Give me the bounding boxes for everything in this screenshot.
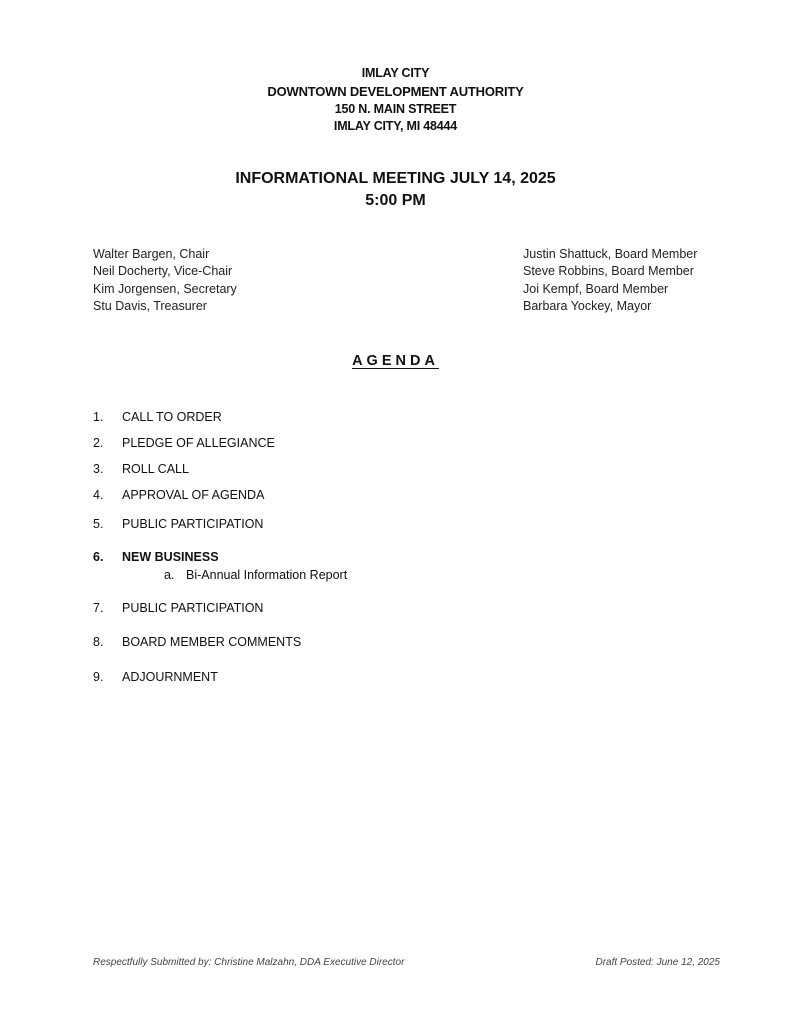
agenda-item-label: BOARD MEMBER COMMENTS xyxy=(122,635,302,649)
agenda-item-label: PUBLIC PARTICIPATION xyxy=(122,517,264,531)
member-right: Steve Robbins, Board Member xyxy=(523,264,694,278)
agenda-item-label: ADJOURNMENT xyxy=(122,670,218,684)
agenda-item-label: APPROVAL OF AGENDA xyxy=(122,488,265,502)
agenda-item-number: 2. xyxy=(93,436,104,450)
agenda-item-number: 1. xyxy=(93,410,104,424)
member-right: Joi Kempf, Board Member xyxy=(523,282,669,296)
header-authority: DOWNTOWN DEVELOPMENT AUTHORITY xyxy=(267,84,524,99)
footer-draft-posted: Draft Posted: June 12, 2025 xyxy=(595,957,720,968)
member-left: Stu Davis, Treasurer xyxy=(93,299,207,313)
meeting-time: 5:00 PM xyxy=(365,192,426,209)
agenda-item-number: 8. xyxy=(93,635,104,649)
member-right: Barbara Yockey, Mayor xyxy=(523,299,652,313)
agenda-item-label: CALL TO ORDER xyxy=(122,410,222,424)
footer-submitted-by: Respectfully Submitted by: Christine Malzahn, DDA Executive Director xyxy=(93,957,405,968)
agenda-item-number: 6. xyxy=(93,550,104,564)
agenda-item-label: NEW BUSINESS xyxy=(122,550,219,564)
member-right: Justin Shattuck, Board Member xyxy=(523,247,698,261)
member-left: Neil Docherty, Vice-Chair xyxy=(93,264,233,278)
header-address: 150 N. MAIN STREET xyxy=(334,102,457,116)
header-city-state-zip: IMLAY CITY, MI 48444 xyxy=(333,119,458,133)
agenda-subitem-label: Bi-Annual Information Report xyxy=(186,568,348,582)
agenda-title: AGENDA xyxy=(352,353,439,369)
agenda-item-label: PLEDGE OF ALLEGIANCE xyxy=(122,436,275,450)
member-left: Kim Jorgensen, Secretary xyxy=(93,282,237,296)
agenda-item-number: 4. xyxy=(93,488,104,502)
header-city: IMLAY CITY xyxy=(361,66,430,80)
agenda-item-label: ROLL CALL xyxy=(122,462,189,476)
agenda-subitem-letter: a. xyxy=(164,568,175,582)
agenda-item-number: 9. xyxy=(93,670,104,684)
agenda-item-number: 5. xyxy=(93,517,104,531)
agenda-item-number: 7. xyxy=(93,601,104,615)
meeting-title: INFORMATIONAL MEETING JULY 14, 2025 xyxy=(235,170,556,187)
member-left: Walter Bargen, Chair xyxy=(93,247,210,261)
agenda-item-number: 3. xyxy=(93,462,104,476)
agenda-item-label: PUBLIC PARTICIPATION xyxy=(122,601,264,615)
